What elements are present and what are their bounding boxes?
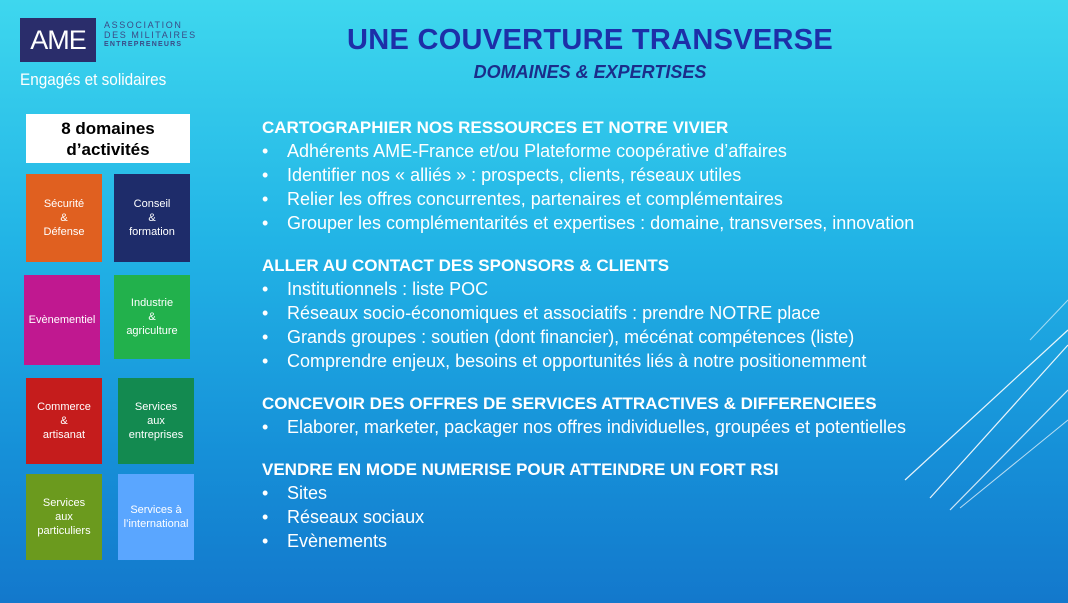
bullet-item: • Grouper les complémentarités et expertises : domaine, transverses, innovation <box>262 211 1062 235</box>
bullet-item: • Relier les offres concurrentes, partenaires et complémentaires <box>262 187 1062 211</box>
ame-logo <box>20 18 96 62</box>
bullet-item: • Elaborer, marketer, packager nos offres individuelles, groupées et potentielles <box>262 415 1062 439</box>
domain-tile-services-international: Services à l’international <box>118 474 194 560</box>
content-sections <box>262 117 1062 573</box>
slide-subtitle: DOMAINES & EXPERTISES <box>473 62 707 82</box>
bullet-item: • Réseaux sociaux <box>262 505 1062 529</box>
tagline: Engagés et solidaires <box>20 70 167 89</box>
domains-header: 8 domaines d’activités <box>26 114 190 163</box>
domain-tile-industrie-agriculture: Industrie & agriculture <box>114 275 190 359</box>
section-title: CONCEVOIR DES OFFRES DE SERVICES ATTRACTIVES & DIFFERENCIEES <box>262 394 877 413</box>
org-line-3: ENTREPRENEURS <box>104 41 183 48</box>
bullet-item: • Sites <box>262 481 1062 505</box>
section-vendre <box>262 459 1062 553</box>
bullet-list <box>262 481 1062 553</box>
section-title: CARTOGRAPHIER NOS RESSOURCES ET NOTRE VIVIER <box>262 118 729 137</box>
section-cartographier <box>262 117 1062 235</box>
bullet-item: • Adhérents AME-France et/ou Plateforme coopérative d’affaires <box>262 139 1062 163</box>
bullet-item: • Réseaux socio-économiques et associatifs : prendre NOTRE place <box>262 301 1062 325</box>
bullet-list <box>262 139 1062 235</box>
domain-tile-securite-defense: Sécurité & Défense <box>26 174 102 262</box>
org-line-1: ASSOCIATION <box>104 20 183 30</box>
bullet-item: • Identifier nos « alliés » : prospects, clients, réseaux utiles <box>262 163 1062 187</box>
bullet-item: • Comprendre enjeux, besoins et opportunités liés à notre positionemment <box>262 349 1062 373</box>
bullet-item: • Grands groupes : soutien (dont financier), mécénat compétences (liste) <box>262 325 1062 349</box>
association-name <box>104 20 197 50</box>
bullet-item: • Evènements <box>262 529 1062 553</box>
domain-tile-services-particuliers: Services aux particuliers <box>26 474 102 560</box>
domain-tile-commerce-artisanat: Commerce & artisanat <box>26 378 102 464</box>
domain-tile-evenementiel: Evènementiel <box>24 275 100 365</box>
section-title: ALLER AU CONTACT DES SPONSORS & CLIENTS <box>262 256 670 275</box>
domain-tile-conseil-formation: Conseil & formation <box>114 174 190 262</box>
bullet-list <box>262 415 1062 439</box>
bullet-item: • Institutionnels : liste POC <box>262 277 1062 301</box>
section-concevoir <box>262 393 1062 439</box>
slide-title: UNE COUVERTURE TRANSVERSE <box>346 24 834 56</box>
bullet-list <box>262 277 1062 373</box>
domain-tile-services-entreprises: Services aux entreprises <box>118 378 194 464</box>
section-contact <box>262 255 1062 373</box>
logo-mark: AME <box>30 24 86 55</box>
section-title: VENDRE EN MODE NUMERISE POUR ATTEINDRE UN FORT RSI <box>262 460 779 479</box>
org-line-2: DES MILITAIRES <box>104 30 197 40</box>
